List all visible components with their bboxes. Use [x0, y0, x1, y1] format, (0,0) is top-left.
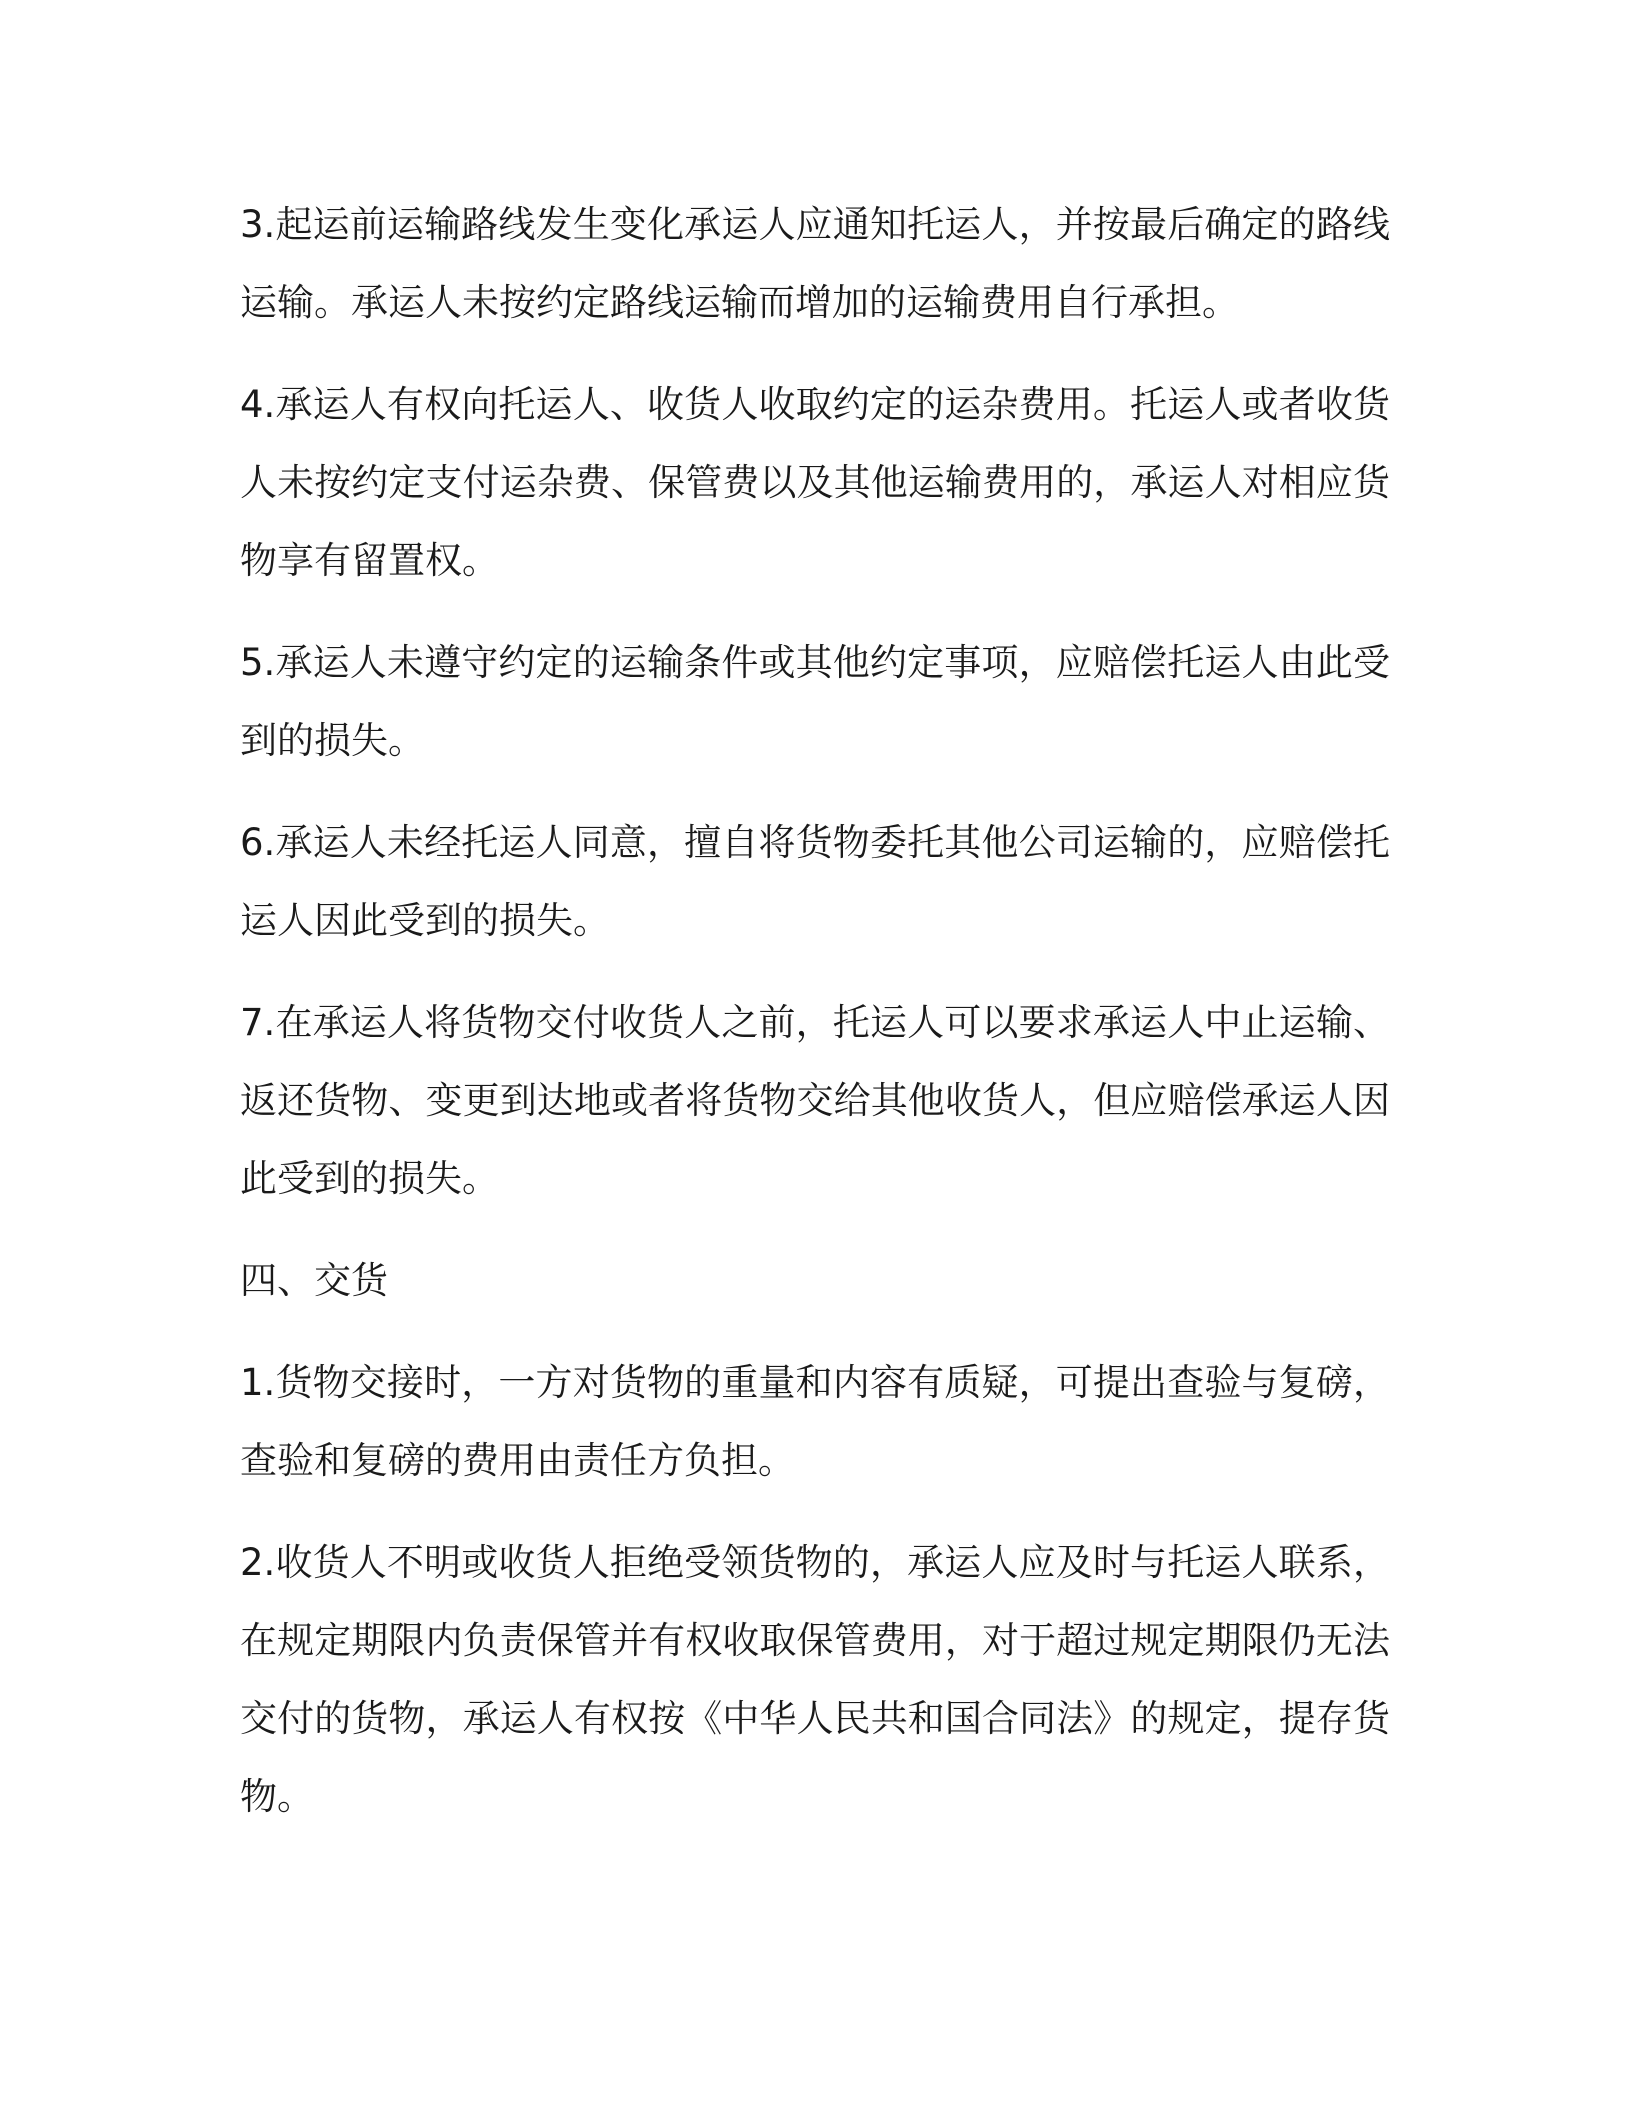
section-heading-delivery: 四、交货 — [240, 1259, 388, 1302]
paragraph-clause-7: 7.在承运人将货物交付收货人之前，托运人可以要求承运人中止运输、返还货物、变更到达地或者将货物交给其他收货人，但应赔偿承运人因此受到的损失。 — [240, 1001, 1390, 1200]
paragraph-clause-3: 3.起运前运输路线发生变化承运人应通知托运人，并按最后确定的路线运输。承运人未按约定路线运输而增加的运输费用自行承担。 — [240, 203, 1390, 324]
paragraph-clause-5: 5.承运人未遵守约定的运输条件或其他约定事项，应赔偿托运人由此受到的损失。 — [240, 641, 1390, 762]
paragraph-delivery-2: 2.收货人不明或收货人拒绝受领货物的，承运人应及时与托运人联系，在规定期限内负责保管并有权收取保管费用，对于超过规定期限仍无法交付的货物，承运人有权按《中华人民共和国合同法》的规定，提存货物。 — [240, 1541, 1390, 1818]
paragraph-clause-4: 4.承运人有权向托运人、收货人收取约定的运杂费用。托运人或者收货人未按约定支付运杂费、保管费以及其他运输费用的，承运人对相应货物享有留置权。 — [240, 383, 1390, 582]
paragraph-clause-6: 6.承运人未经托运人同意，擅自将货物委托其他公司运输的，应赔偿托运人因此受到的损失。 — [240, 821, 1390, 942]
document-page — [240, 186, 1390, 1860]
paragraph-delivery-1: 1.货物交接时，一方对货物的重量和内容有质疑，可提出查验与复磅，查验和复磅的费用由责任方负担。 — [240, 1361, 1390, 1482]
